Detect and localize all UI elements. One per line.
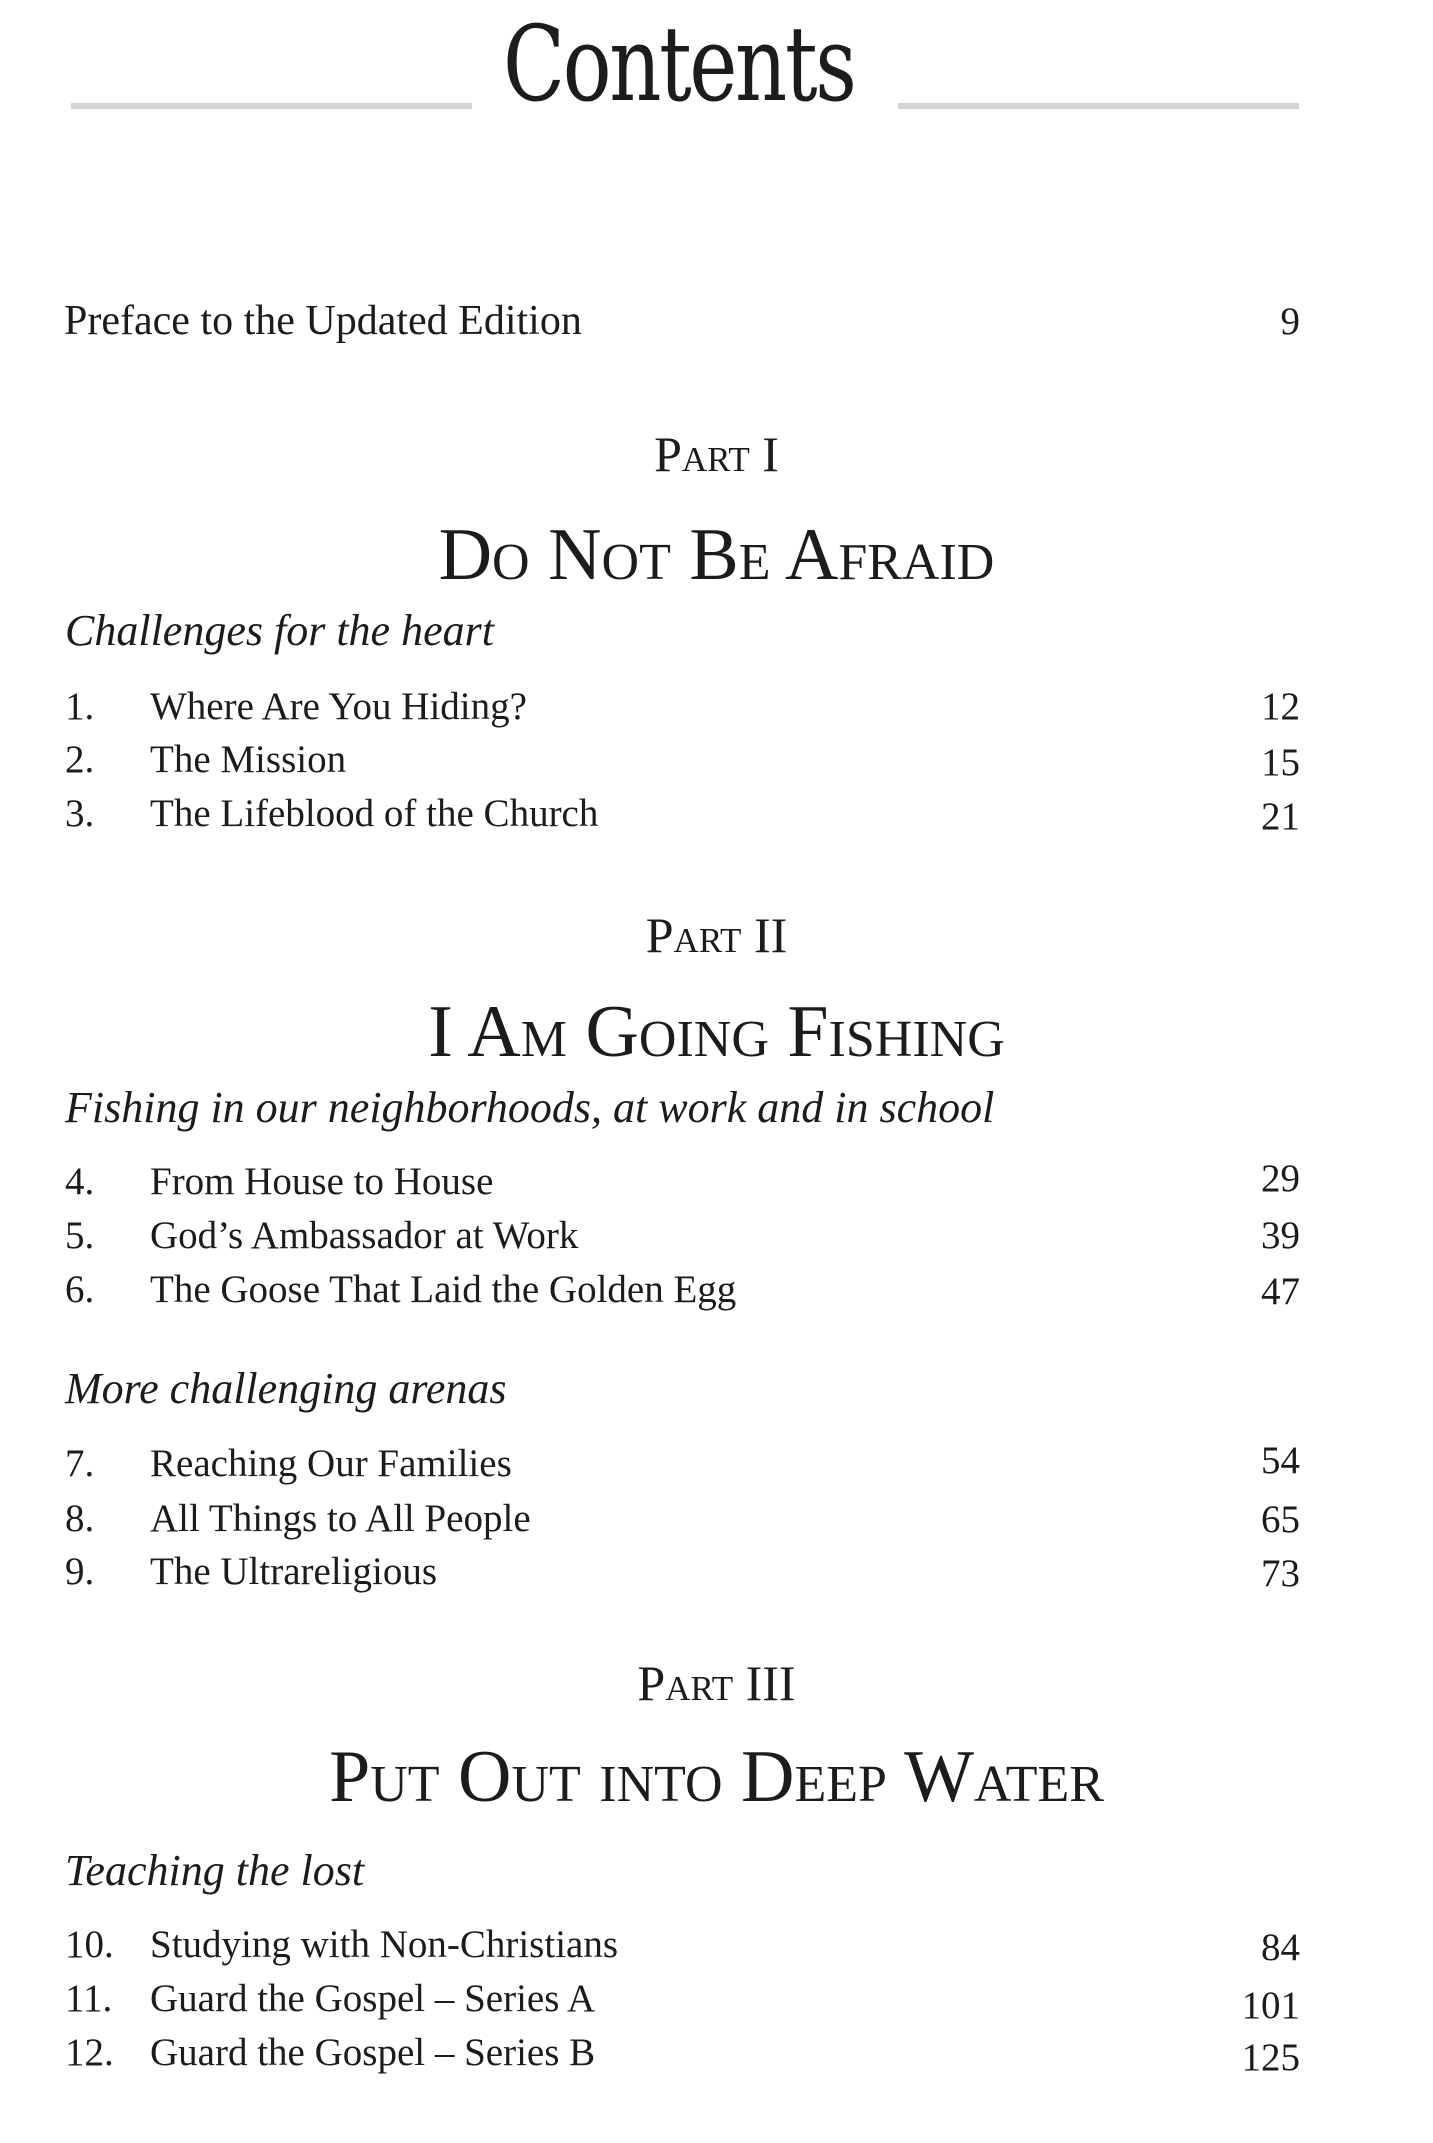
toc-entry-chapter[interactable]: Guard the Gospel – Series A bbox=[150, 1977, 596, 2020]
toc-entry-chapter[interactable]: Reaching Our Families bbox=[150, 1442, 512, 1485]
chapter-number: 10. bbox=[65, 1923, 114, 1966]
toc-entry-chapter[interactable]: God’s Ambassador at Work bbox=[150, 1214, 579, 1257]
section-subheading: Teaching the lost bbox=[65, 1846, 365, 1895]
toc-entry-chapter[interactable]: The Lifeblood of the Church bbox=[150, 792, 599, 835]
part-label-1: Part I bbox=[654, 426, 779, 482]
chapter-number: 2. bbox=[65, 738, 95, 781]
chapter-number: 9. bbox=[65, 1550, 95, 1593]
toc-page-number: 101 bbox=[1241, 1984, 1300, 2027]
part-title-3: Put Out into Deep Water bbox=[329, 1736, 1104, 1818]
toc-entry-chapter[interactable]: All Things to All People bbox=[150, 1497, 531, 1540]
chapter-number: 6. bbox=[65, 1268, 95, 1311]
toc-page-number: 65 bbox=[1261, 1498, 1300, 1541]
toc-entry-chapter[interactable]: Guard the Gospel – Series B bbox=[150, 2031, 596, 2074]
toc-entry-chapter[interactable]: The Mission bbox=[150, 738, 347, 781]
part-title-2: I Am Going Fishing bbox=[428, 991, 1005, 1073]
toc-entry-chapter[interactable]: Where Are You Hiding? bbox=[150, 685, 527, 728]
chapter-number: 7. bbox=[65, 1442, 95, 1485]
toc-entry-chapter[interactable]: From House to House bbox=[150, 1160, 494, 1203]
toc-page-number: 29 bbox=[1261, 1157, 1300, 1200]
toc-entry-chapter[interactable]: The Goose That Laid the Golden Egg bbox=[150, 1268, 737, 1311]
chapter-number: 11. bbox=[65, 1977, 113, 2020]
toc-page-number: 12 bbox=[1261, 685, 1300, 728]
chapter-number: 5. bbox=[65, 1214, 95, 1257]
toc-page-number: 21 bbox=[1261, 795, 1300, 838]
toc-page-number: 54 bbox=[1261, 1439, 1300, 1482]
toc-page-preface: 9 bbox=[1280, 300, 1300, 343]
chapter-number: 1. bbox=[65, 685, 95, 728]
part-label-2: Part II bbox=[645, 907, 788, 963]
title-rule-right bbox=[898, 103, 1299, 109]
toc-page-number: 39 bbox=[1261, 1214, 1300, 1257]
toc-page-number: 73 bbox=[1261, 1552, 1300, 1595]
section-subheading: Challenges for the heart bbox=[65, 606, 494, 655]
toc-entry-preface[interactable]: Preface to the Updated Edition bbox=[64, 298, 582, 344]
toc-page-number: 84 bbox=[1261, 1926, 1300, 1969]
toc-entry-chapter[interactable]: The Ultrareligious bbox=[150, 1550, 437, 1593]
title-rule-left bbox=[71, 103, 472, 109]
chapter-number: 3. bbox=[65, 792, 95, 835]
chapter-number: 12. bbox=[65, 2031, 114, 2074]
section-subheading: Fishing in our neighborhoods, at work and in school bbox=[65, 1083, 995, 1132]
toc-page-number: 125 bbox=[1241, 2036, 1300, 2079]
toc-entry-chapter[interactable]: Studying with Non-Christians bbox=[150, 1923, 619, 1966]
chapter-number: 4. bbox=[65, 1160, 95, 1203]
part-title-1: Do Not Be Afraid bbox=[438, 514, 995, 596]
section-subheading: More challenging arenas bbox=[65, 1364, 507, 1413]
chapter-number: 8. bbox=[65, 1497, 95, 1540]
part-label-3: Part III bbox=[637, 1655, 796, 1711]
toc-page-number: 15 bbox=[1261, 741, 1300, 784]
toc-page-number: 47 bbox=[1261, 1270, 1300, 1313]
page-title: Contents bbox=[503, 3, 855, 125]
